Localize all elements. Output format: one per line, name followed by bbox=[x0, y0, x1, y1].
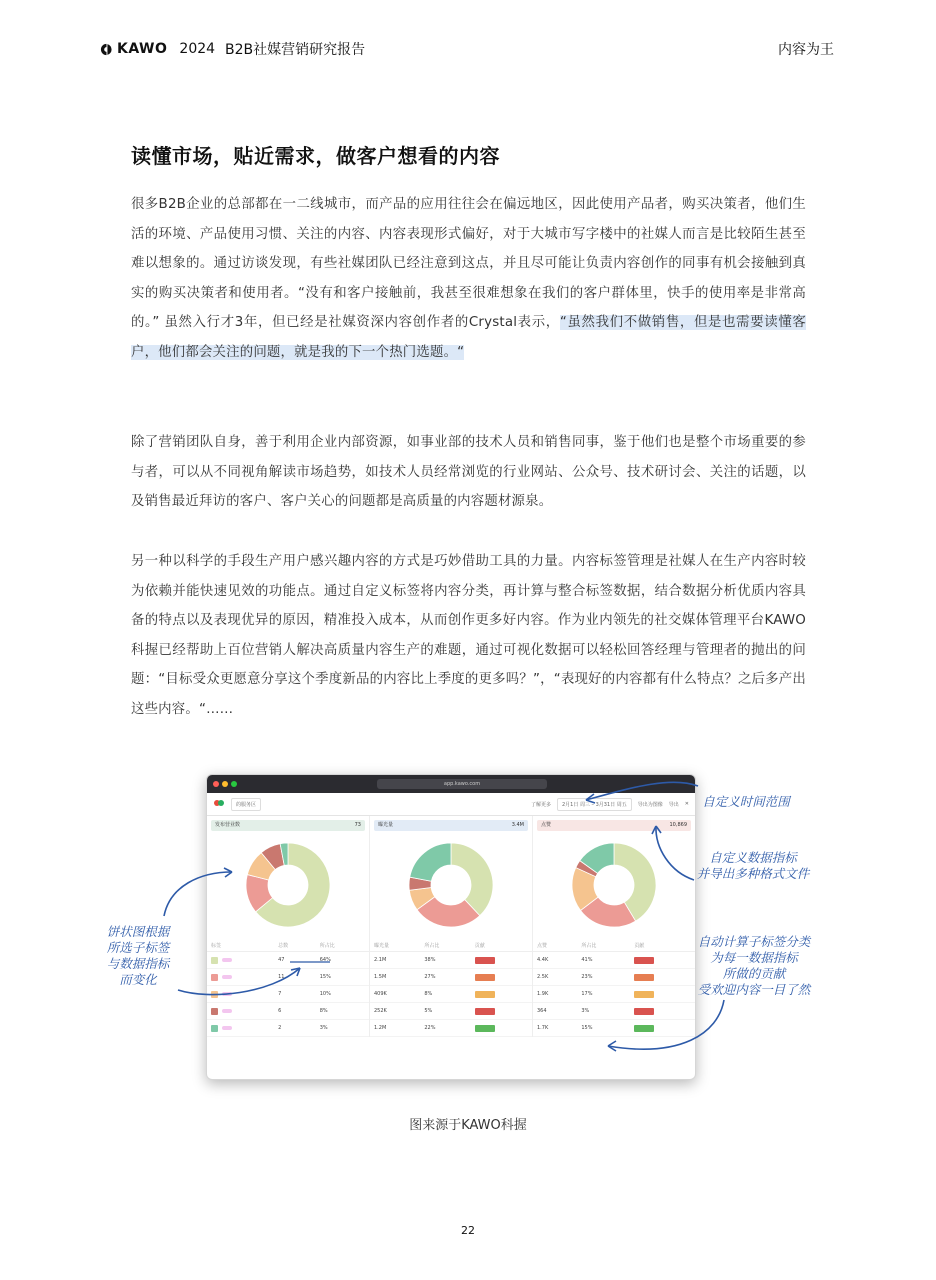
arrow-pie-top bbox=[164, 872, 232, 916]
annotation-time-range: 自定义时间范围 bbox=[702, 794, 790, 809]
table-cell: 1.9K bbox=[533, 986, 577, 1003]
table-cell: 47 bbox=[274, 952, 316, 969]
annotation-metrics: 自定义数据指标 并导出多种格式文件 bbox=[696, 850, 810, 881]
table-cell: 1.7K bbox=[533, 1020, 577, 1037]
table-cell: 17% bbox=[577, 986, 630, 1003]
arrow-time-range bbox=[586, 782, 698, 800]
table-cell: 15% bbox=[316, 969, 369, 986]
column-header: 标签 bbox=[207, 939, 274, 952]
panel-total: 73 bbox=[354, 822, 361, 828]
table-cell: 252K bbox=[370, 1003, 420, 1020]
column-header: 贡献 bbox=[471, 939, 532, 952]
table-cell: 41% bbox=[577, 952, 630, 969]
table-cell: 64% bbox=[316, 952, 369, 969]
export-image-button: 导出为图像 bbox=[637, 801, 663, 808]
table-cell: 8% bbox=[316, 1003, 369, 1020]
column-header: 所占比 bbox=[316, 939, 369, 952]
kawo-logo-icon bbox=[100, 43, 113, 56]
panel-title: 曝光量 bbox=[378, 822, 394, 828]
close-icon: ✕ bbox=[684, 801, 689, 807]
annotation-pie: 饼状图根据 所选子标签 与数据指标 而变化 bbox=[106, 924, 170, 987]
table-cell: 8% bbox=[420, 986, 470, 1003]
article-heading: 读懂市场，贴近需求，做客户想看的内容 bbox=[131, 144, 500, 168]
report-year: 2024 bbox=[179, 41, 216, 57]
paragraph-1 bbox=[131, 190, 806, 368]
panel-total: 3.4M bbox=[511, 822, 524, 828]
panel-title: 发布营业数 bbox=[215, 822, 241, 828]
table-cell: 4.4K bbox=[533, 952, 577, 969]
table-cell: 2.1M bbox=[370, 952, 420, 969]
table-cell: 364 bbox=[533, 1003, 577, 1020]
paragraph-2: 除了营销团队自身，善于利用企业内部资源，如事业部的技术人员和销售同事，鉴于他们也是整个市场重要的参与者，可以从不同视角解读市场趋势，如技术人员经常浏览的行业网站、公众号、技术研讨会、关注的话题，以及销售最近拜访的客户、客户关心的问题都是高质量的内容题材源泉。 bbox=[131, 435, 806, 510]
highlighted-quote: “虽然我们不做销售，但是也需要读懂客户，他们都会关注的问题，就是我的下一个热门选题。“ bbox=[131, 315, 806, 360]
table-cell: 23% bbox=[577, 969, 630, 986]
table-cell: 3% bbox=[316, 1020, 369, 1037]
column-header: 曝光量 bbox=[370, 939, 420, 952]
table-cell: 409K bbox=[370, 986, 420, 1003]
learn-more-link: 了解更多 bbox=[530, 801, 551, 808]
paragraph-1-text: 很多B2B企业的总部都在一二线城市，而产品的应用往往会在偏远地区，因此使用产品者，购买决策者，他们生活的环境、产品使用习惯、关注的内容、内容表现形式偏好，对于大城市写字楼中的社媒人而言是比较陌生甚至难以想象的。通过访谈发现，有些社媒团队已经注意到这点，并且尽可能让负责内容创作的同事有机会接触到真实的购买决策者和使用者。“没有和客户接触前，我甚至很难想象在我们的客户群体里，快手的使用率是非常高的。” 虽然入行才3年，但已经是社媒资深内容创作者的Crystal表示， bbox=[131, 197, 806, 331]
table-cell: 22% bbox=[420, 1020, 470, 1037]
arrow-contribution bbox=[608, 1000, 724, 1049]
table-cell: 15% bbox=[577, 1020, 630, 1037]
column-header: 贡献 bbox=[630, 939, 695, 952]
brand-name: KAWO bbox=[117, 41, 168, 57]
report-title: B2B社媒营销研究报告 bbox=[225, 42, 366, 58]
export-button: 导出 bbox=[668, 801, 679, 808]
url-bar: app.kawo.com bbox=[377, 779, 547, 789]
panel-total: 10,869 bbox=[669, 822, 687, 828]
column-header: 所占比 bbox=[420, 939, 470, 952]
table-cell: 6 bbox=[274, 1003, 316, 1020]
page-header bbox=[100, 38, 834, 60]
panel-title: 点赞 bbox=[541, 822, 552, 828]
column-header: 总数 bbox=[274, 939, 316, 952]
brand bbox=[100, 39, 365, 59]
workspace-select: 的服务区 bbox=[231, 798, 261, 811]
arrow-metrics bbox=[656, 826, 694, 880]
annotation-arrows bbox=[100, 768, 836, 1088]
table-cell: 7 bbox=[274, 986, 316, 1003]
arrow-pie-bottom bbox=[178, 968, 300, 995]
column-header: 点赞 bbox=[533, 939, 577, 952]
table-cell: 10% bbox=[316, 986, 369, 1003]
table-cell: 1.5M bbox=[370, 969, 420, 986]
table-cell: 1.2M bbox=[370, 1020, 420, 1037]
product-screenshot-figure bbox=[100, 768, 836, 1088]
table-cell: 11 bbox=[274, 969, 316, 986]
table-cell: 3% bbox=[577, 1003, 630, 1020]
table-cell: 2 bbox=[274, 1020, 316, 1037]
column-header: 所占比 bbox=[577, 939, 630, 952]
table-cell: 2.5K bbox=[533, 969, 577, 986]
annotation-contribution: 自动计算子标签分类 为每一数据指标 所做的贡献 受欢迎内容一目了然 bbox=[697, 934, 811, 997]
table-cell: 27% bbox=[420, 969, 470, 986]
table-cell: 38% bbox=[420, 952, 470, 969]
date-range-picker: 2月1日 周三 – 3月31日 周五 bbox=[557, 798, 632, 811]
table-cell: 5% bbox=[420, 1003, 470, 1020]
section-title: 内容为王 bbox=[778, 42, 834, 58]
page-number: 22 bbox=[461, 1224, 475, 1237]
paragraph-3: 另一种以科学的手段生产用户感兴趣内容的方式是巧妙借助工具的力量。内容标签管理是社媒人在生产内容时较为依赖并能快速见效的功能点。通过自定义标签将内容分类，再计算与整合标签数据，结合数据分析优质内容具备的特点以及表现优异的原因，精准投入成本，从而创作更多好内容。作为业内领先的社交媒体管理平台KAWO科握已经帮助上百位营销人解决高质量内容生产的难题，通过可视化数据可以轻松回答经理与管理者的抛出的问题：“目标受众更愿意分享这个季度新品的内容比上季度的更多吗？”，“表现好的内容都有什么特点？之后多产出这些内容。“…… bbox=[131, 554, 806, 717]
figure-caption: 图来源于KAWO科握 bbox=[409, 1118, 527, 1133]
